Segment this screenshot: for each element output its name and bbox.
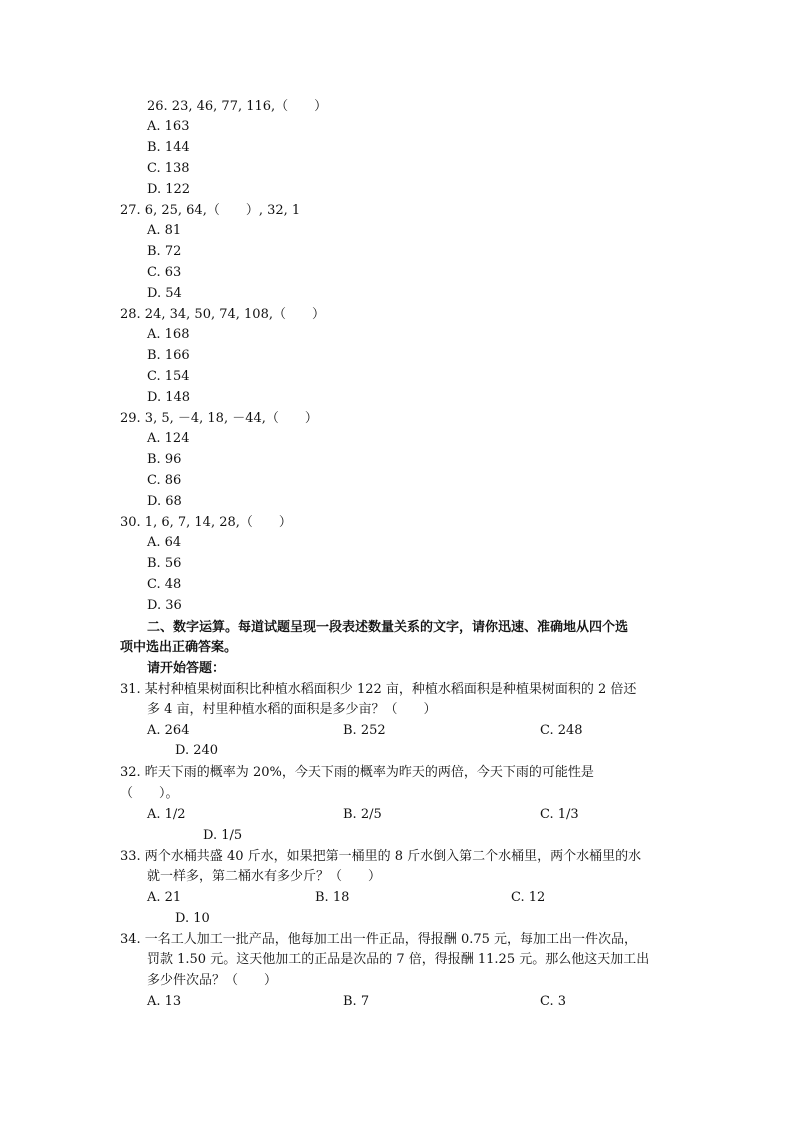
q28-option-d: D. 148 [147, 390, 191, 405]
q28-option-c: C. 154 [147, 369, 190, 384]
section-heading-line1: 二、数字运算。每道试题呈现一段表述数量关系的文字，请你迅速、准确地从四个选 [147, 620, 629, 635]
q26-stem: 26. 23, 46, 77, 116,（ ） [147, 99, 328, 114]
q30-option-a: A. 64 [147, 535, 182, 550]
q26-option-a: A. 163 [147, 119, 190, 134]
q31-option-a: A. 264 [147, 723, 190, 738]
q31-stem-line2: 多 4 亩，村里种植水稻的面积是多少亩？（ ） [147, 702, 437, 717]
q34-option-b: B. 7 [343, 994, 370, 1009]
q28-option-a: A. 168 [147, 327, 190, 342]
q31-option-c: C. 248 [540, 723, 583, 738]
q34-option-c: C. 3 [540, 994, 567, 1009]
q34-stem-line3: 多少件次品？（ ） [147, 973, 278, 988]
q34-stem-line2: 罚款 1.50 元。这天他加工的正品是次品的 7 倍，得报酬 11.25 元。那么他这天加工出 [147, 952, 650, 967]
q33-option-c: C. 12 [511, 890, 546, 905]
q29-option-d: D. 68 [147, 494, 182, 509]
q29-stem: 29. 3, 5, －4, 18, －44,（ ） [120, 411, 318, 426]
q33-option-d: D. 10 [175, 911, 210, 926]
q27-option-c: C. 63 [147, 265, 182, 280]
q33-option-b: B. 18 [315, 890, 350, 905]
q33-option-a: A. 21 [147, 890, 182, 905]
q32-stem-line1: 32. 昨天下雨的概率为 20%，今天下雨的概率为昨天的两倍，今天下雨的可能性是 [120, 765, 594, 780]
q29-option-c: C. 86 [147, 473, 182, 488]
q26-option-c: C. 138 [147, 161, 190, 176]
q27-stem: 27. 6, 25, 64,（ ）, 32, 1 [120, 203, 301, 218]
q29-option-a: A. 124 [147, 431, 190, 446]
q30-option-c: C. 48 [147, 577, 182, 592]
q34-stem-line1: 34. 一名工人加工一批产品，他每加工出一件正品，得报酬 0.75 元，每加工出一件次品， [120, 932, 638, 947]
q28-stem: 28. 24, 34, 50, 74, 108,（ ） [120, 307, 325, 322]
q31-option-b: B. 252 [343, 723, 386, 738]
q31-option-d: D. 240 [175, 743, 219, 758]
section-start-prompt: 请开始答题： [147, 661, 226, 676]
q33-stem-line2: 就一样多，第二桶水有多少斤？（ ） [147, 869, 382, 884]
q26-option-d: D. 122 [147, 182, 191, 197]
q27-option-d: D. 54 [147, 286, 182, 301]
section-heading-line2: 项中选出正确答案。 [120, 640, 238, 655]
q32-option-b: B. 2/5 [343, 807, 382, 822]
q30-stem: 30. 1, 6, 7, 14, 28,（ ） [120, 515, 292, 530]
q30-option-b: B. 56 [147, 556, 182, 571]
q26-option-b: B. 144 [147, 140, 190, 155]
q28-option-b: B. 166 [147, 348, 190, 363]
q32-option-a: A. 1/2 [147, 807, 186, 822]
q34-option-a: A. 13 [147, 994, 182, 1009]
q29-option-b: B. 96 [147, 452, 182, 467]
q27-option-b: B. 72 [147, 244, 182, 259]
q32-stem-line2: （ ）。 [120, 786, 179, 801]
q31-stem-line1: 31. 某村种植果树面积比种植水稻面积少 122 亩，种植水稻面积是种植果树面积的 2 倍还 [120, 682, 637, 697]
q33-stem-line1: 33. 两个水桶共盛 40 斤水，如果把第一桶里的 8 斤水倒入第二个水桶里，两个水桶里的水 [120, 849, 642, 864]
q32-option-d: D. 1/5 [203, 828, 243, 843]
q32-option-c: C. 1/3 [540, 807, 579, 822]
q27-option-a: A. 81 [147, 223, 182, 238]
q30-option-d: D. 36 [147, 598, 182, 613]
